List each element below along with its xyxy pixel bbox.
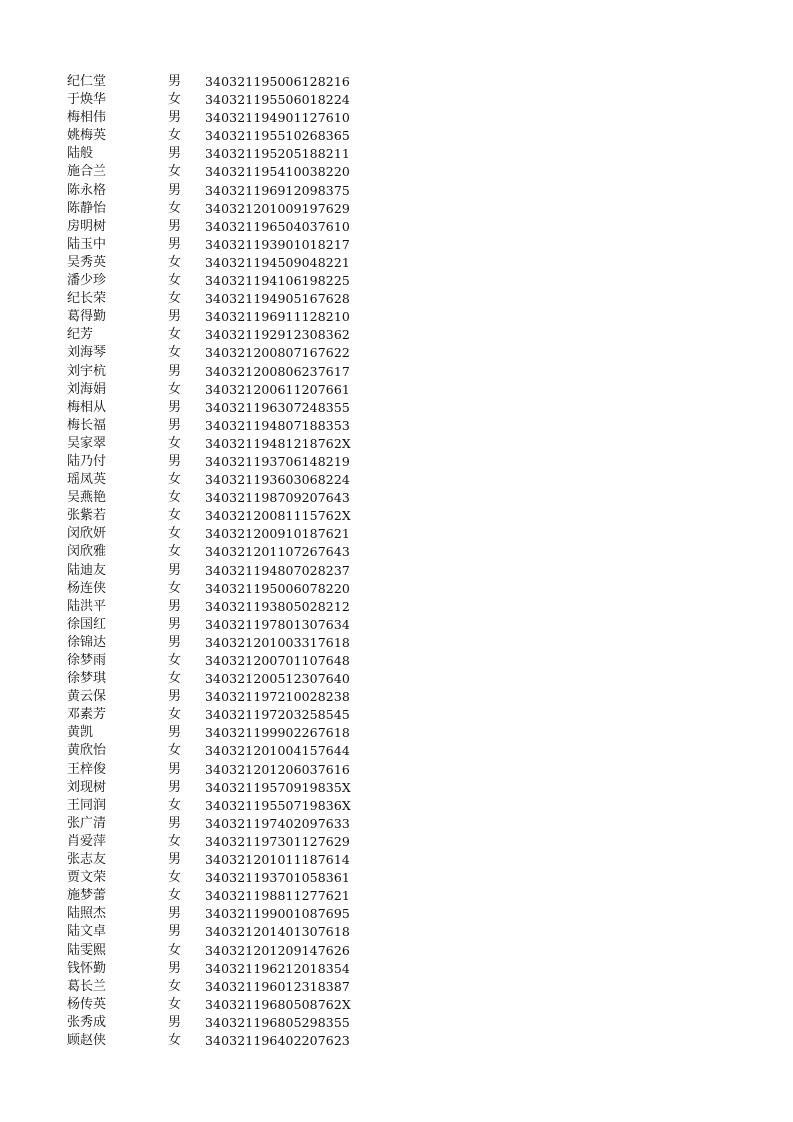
person-id-number: 340321201003317618	[205, 634, 350, 650]
person-name: 顾赵侠	[67, 1032, 107, 1048]
person-name: 于焕华	[67, 92, 107, 108]
person-name: 梅相伟	[67, 110, 107, 126]
person-name: 张秀成	[67, 1014, 107, 1030]
person-gender: 男	[168, 689, 182, 705]
person-name: 黄欣怡	[67, 743, 107, 759]
person-name: 陈静怡	[67, 200, 107, 216]
person-gender: 女	[168, 707, 182, 723]
person-gender: 女	[168, 273, 182, 289]
record-row	[0, 290, 793, 308]
person-name: 房明树	[67, 218, 107, 234]
person-name: 杨传英	[67, 996, 107, 1012]
person-gender: 女	[168, 580, 182, 596]
record-row	[0, 525, 793, 543]
person-name: 陆乃付	[67, 453, 107, 469]
person-id-number: 340321200701107648	[205, 653, 350, 668]
person-gender: 男	[168, 417, 182, 433]
record-row	[0, 869, 793, 887]
person-id-number: 340321196911128210	[205, 309, 350, 325]
record-row	[0, 145, 793, 163]
person-id-number: 340321194901127610	[205, 110, 350, 126]
person-id-number: 340321198811277621	[205, 888, 350, 904]
record-row	[0, 1014, 793, 1032]
person-id-number: 340321195410038220	[205, 164, 350, 180]
person-id-number: 340321196402207623	[205, 1032, 350, 1048]
person-id-number: 340321194509048221	[205, 254, 350, 270]
person-name: 潘少珍	[67, 273, 107, 289]
record-row	[0, 779, 793, 797]
person-id-number: 340321194807188353	[205, 417, 350, 433]
person-name: 陆迪友	[67, 562, 107, 578]
person-gender: 男	[168, 906, 182, 922]
person-name: 刘现树	[67, 779, 107, 795]
person-id-number: 340321195506018224	[205, 92, 350, 108]
person-gender: 男	[168, 218, 182, 234]
record-row	[0, 742, 793, 760]
record-row	[0, 634, 793, 652]
record-row	[0, 833, 793, 851]
person-id-number: 340321197210028238	[205, 689, 350, 705]
person-name: 纪长荣	[67, 291, 107, 307]
person-gender: 男	[168, 761, 182, 777]
person-id-number: 340321195510268365	[205, 128, 350, 144]
record-row	[0, 851, 793, 869]
record-row	[0, 652, 793, 670]
person-name: 徐梦琪	[67, 671, 107, 687]
person-name: 刘海琴	[67, 345, 107, 361]
person-gender: 男	[168, 110, 182, 126]
person-id-number: 340321194106198225	[205, 273, 350, 289]
person-id-number: 34032119481218762X	[205, 435, 351, 451]
person-name: 杨连侠	[67, 580, 107, 596]
person-name: 纪芳	[67, 327, 94, 343]
person-id-number: 340321199001087695	[205, 906, 350, 922]
record-row	[0, 417, 793, 435]
person-id-number: 340321193805028212	[205, 598, 350, 614]
person-gender: 女	[168, 1032, 182, 1048]
person-name: 王梓俊	[67, 761, 107, 777]
person-name: 张广清	[67, 815, 107, 831]
record-row	[0, 580, 793, 598]
person-gender: 女	[168, 888, 182, 904]
person-gender: 女	[168, 435, 182, 451]
record-row	[0, 218, 793, 236]
person-name: 梅长福	[67, 417, 107, 433]
person-gender: 男	[168, 616, 182, 632]
record-row	[0, 960, 793, 978]
person-name: 姚梅英	[67, 128, 107, 144]
person-id-number: 340321196307248355	[205, 399, 350, 415]
person-name: 王同润	[67, 797, 107, 813]
record-row	[0, 200, 793, 218]
person-name: 施梦蕾	[67, 888, 107, 904]
record-row	[0, 254, 793, 272]
record-row	[0, 797, 793, 815]
person-name: 张志友	[67, 852, 107, 868]
person-name: 徐锦达	[67, 634, 107, 650]
person-name: 刘海娟	[67, 381, 107, 397]
person-name: 闵欣雅	[67, 544, 107, 560]
person-gender: 男	[168, 146, 182, 162]
person-name: 邓素芳	[67, 707, 107, 723]
person-gender: 男	[168, 924, 182, 940]
person-id-number: 340321201206037616	[205, 761, 350, 777]
person-gender: 女	[168, 291, 182, 307]
person-gender: 男	[168, 182, 182, 198]
person-id-number: 340321201209147626	[205, 942, 350, 958]
person-id-number: 340321201004157644	[205, 743, 350, 759]
person-gender: 男	[168, 1014, 182, 1030]
person-gender: 女	[168, 345, 182, 361]
person-name: 纪仁堂	[67, 74, 107, 89]
person-name: 黄云保	[67, 689, 107, 705]
record-row	[0, 127, 793, 145]
person-id-number: 340321200512307640	[205, 671, 350, 687]
person-name: 肖爱萍	[67, 833, 107, 849]
person-name: 葛长兰	[67, 978, 107, 994]
person-id-number: 340321201107267643	[205, 544, 350, 560]
person-name: 吴秀英	[67, 254, 107, 270]
person-name: 陆玉中	[67, 236, 107, 252]
record-row	[0, 381, 793, 399]
person-gender: 男	[168, 634, 182, 650]
record-row	[0, 308, 793, 326]
person-id-number: 340321197801307634	[205, 616, 350, 632]
person-name: 吴燕艳	[67, 490, 107, 506]
person-id-number: 34032120081115762X	[205, 508, 351, 524]
person-gender: 女	[168, 942, 182, 958]
person-id-number: 340321196012318387	[205, 978, 350, 994]
person-name: 徐国红	[67, 616, 107, 632]
person-id-number: 340321198709207643	[205, 490, 350, 506]
person-gender: 男	[168, 363, 182, 379]
record-row	[0, 706, 793, 724]
record-row	[0, 815, 793, 833]
record-row	[0, 616, 793, 634]
person-name: 陆般	[67, 146, 94, 162]
person-gender: 女	[168, 743, 182, 759]
person-id-number: 340321193901018217	[205, 236, 350, 252]
person-gender: 女	[168, 490, 182, 506]
person-name: 陆洪平	[67, 598, 107, 614]
record-row	[0, 453, 793, 471]
record-row	[0, 363, 793, 381]
record-row	[0, 688, 793, 706]
person-gender: 女	[168, 653, 182, 668]
person-gender: 男	[168, 598, 182, 614]
record-row	[0, 471, 793, 489]
record-row	[0, 670, 793, 688]
record-row	[0, 978, 793, 996]
person-gender: 男	[168, 779, 182, 795]
record-row	[0, 435, 793, 453]
record-row	[0, 73, 793, 91]
record-row	[0, 91, 793, 109]
person-id-number: 340321199902267618	[205, 725, 350, 741]
person-gender: 女	[168, 833, 182, 849]
record-row	[0, 182, 793, 200]
record-row	[0, 109, 793, 127]
person-id-number: 340321201009197629	[205, 200, 350, 216]
person-gender: 男	[168, 562, 182, 578]
record-list	[0, 73, 793, 1050]
person-gender: 女	[168, 508, 182, 524]
record-row	[0, 887, 793, 905]
record-row	[0, 326, 793, 344]
person-gender: 女	[168, 978, 182, 994]
person-gender: 女	[168, 254, 182, 270]
person-name: 施合兰	[67, 164, 107, 180]
person-name: 瑶凤英	[67, 472, 107, 488]
person-name: 陆文卓	[67, 924, 107, 940]
record-row	[0, 344, 793, 362]
person-name: 陆照杰	[67, 906, 107, 922]
person-id-number: 340321197402097633	[205, 815, 350, 831]
person-id-number: 340321196504037610	[205, 218, 350, 234]
person-name: 梅相从	[67, 399, 107, 415]
record-row	[0, 562, 793, 580]
person-id-number: 340321195205188211	[205, 146, 350, 162]
person-id-number: 340321197301127629	[205, 833, 350, 849]
person-id-number: 340321200910187621	[205, 526, 350, 542]
person-gender: 男	[168, 236, 182, 252]
record-row	[0, 905, 793, 923]
person-id-number: 340321194905167628	[205, 291, 350, 307]
record-row	[0, 761, 793, 779]
person-id-number: 340321197203258545	[205, 707, 350, 723]
record-row	[0, 399, 793, 417]
person-id-number: 340321194807028237	[205, 562, 350, 578]
person-name: 张紫若	[67, 508, 107, 524]
person-id-number: 34032119550719836X	[205, 797, 351, 813]
person-gender: 女	[168, 544, 182, 560]
record-row	[0, 489, 793, 507]
person-id-number: 340321196912098375	[205, 182, 350, 198]
person-id-number: 340321196805298355	[205, 1014, 350, 1030]
record-row	[0, 942, 793, 960]
person-gender: 女	[168, 797, 182, 813]
person-name: 陈永格	[67, 182, 107, 198]
person-gender: 女	[168, 472, 182, 488]
person-id-number: 34032119570919835X	[205, 779, 351, 795]
record-row	[0, 236, 793, 254]
person-gender: 男	[168, 725, 182, 741]
person-name: 陆雯熙	[67, 942, 107, 958]
person-gender: 男	[168, 815, 182, 831]
person-name: 吴家翠	[67, 435, 107, 451]
person-id-number: 340321196212018354	[205, 960, 350, 976]
record-row	[0, 163, 793, 181]
person-id-number: 340321200807167622	[205, 345, 350, 361]
person-gender: 女	[168, 327, 182, 343]
person-gender: 男	[168, 74, 182, 89]
person-gender: 女	[168, 671, 182, 687]
person-gender: 女	[168, 870, 182, 886]
person-gender: 女	[168, 996, 182, 1012]
person-id-number: 340321200806237617	[205, 363, 350, 379]
record-row	[0, 543, 793, 561]
person-id-number: 340321195006078220	[205, 580, 350, 596]
person-gender: 男	[168, 453, 182, 469]
record-row	[0, 724, 793, 742]
person-name: 黄凯	[67, 725, 94, 741]
person-id-number: 340321201401307618	[205, 924, 350, 940]
person-gender: 男	[168, 309, 182, 325]
person-gender: 女	[168, 128, 182, 144]
person-name: 钱怀勤	[67, 960, 107, 976]
person-name: 闵欣妍	[67, 526, 107, 542]
record-row	[0, 507, 793, 525]
person-name: 葛得勤	[67, 309, 107, 325]
person-gender: 女	[168, 526, 182, 542]
person-gender: 女	[168, 164, 182, 180]
person-id-number: 340321195006128216	[205, 74, 350, 89]
person-gender: 男	[168, 852, 182, 868]
person-id-number: 340321193701058361	[205, 870, 350, 886]
person-name: 贾文荣	[67, 870, 107, 886]
record-row	[0, 996, 793, 1014]
record-row	[0, 598, 793, 616]
record-row	[0, 923, 793, 941]
person-id-number: 340321193706148219	[205, 453, 350, 469]
person-gender: 女	[168, 92, 182, 108]
person-id-number: 340321201011187614	[205, 852, 350, 868]
record-row	[0, 1032, 793, 1050]
person-gender: 男	[168, 960, 182, 976]
person-id-number: 340321193603068224	[205, 472, 350, 488]
record-row	[0, 272, 793, 290]
person-gender: 女	[168, 200, 182, 216]
person-name: 刘宇杭	[67, 363, 107, 379]
person-id-number: 34032119680508762X	[205, 996, 351, 1012]
person-name: 徐梦雨	[67, 653, 107, 668]
person-id-number: 340321200611207661	[205, 381, 350, 397]
person-gender: 女	[168, 381, 182, 397]
person-id-number: 340321192912308362	[205, 327, 350, 343]
person-gender: 男	[168, 399, 182, 415]
